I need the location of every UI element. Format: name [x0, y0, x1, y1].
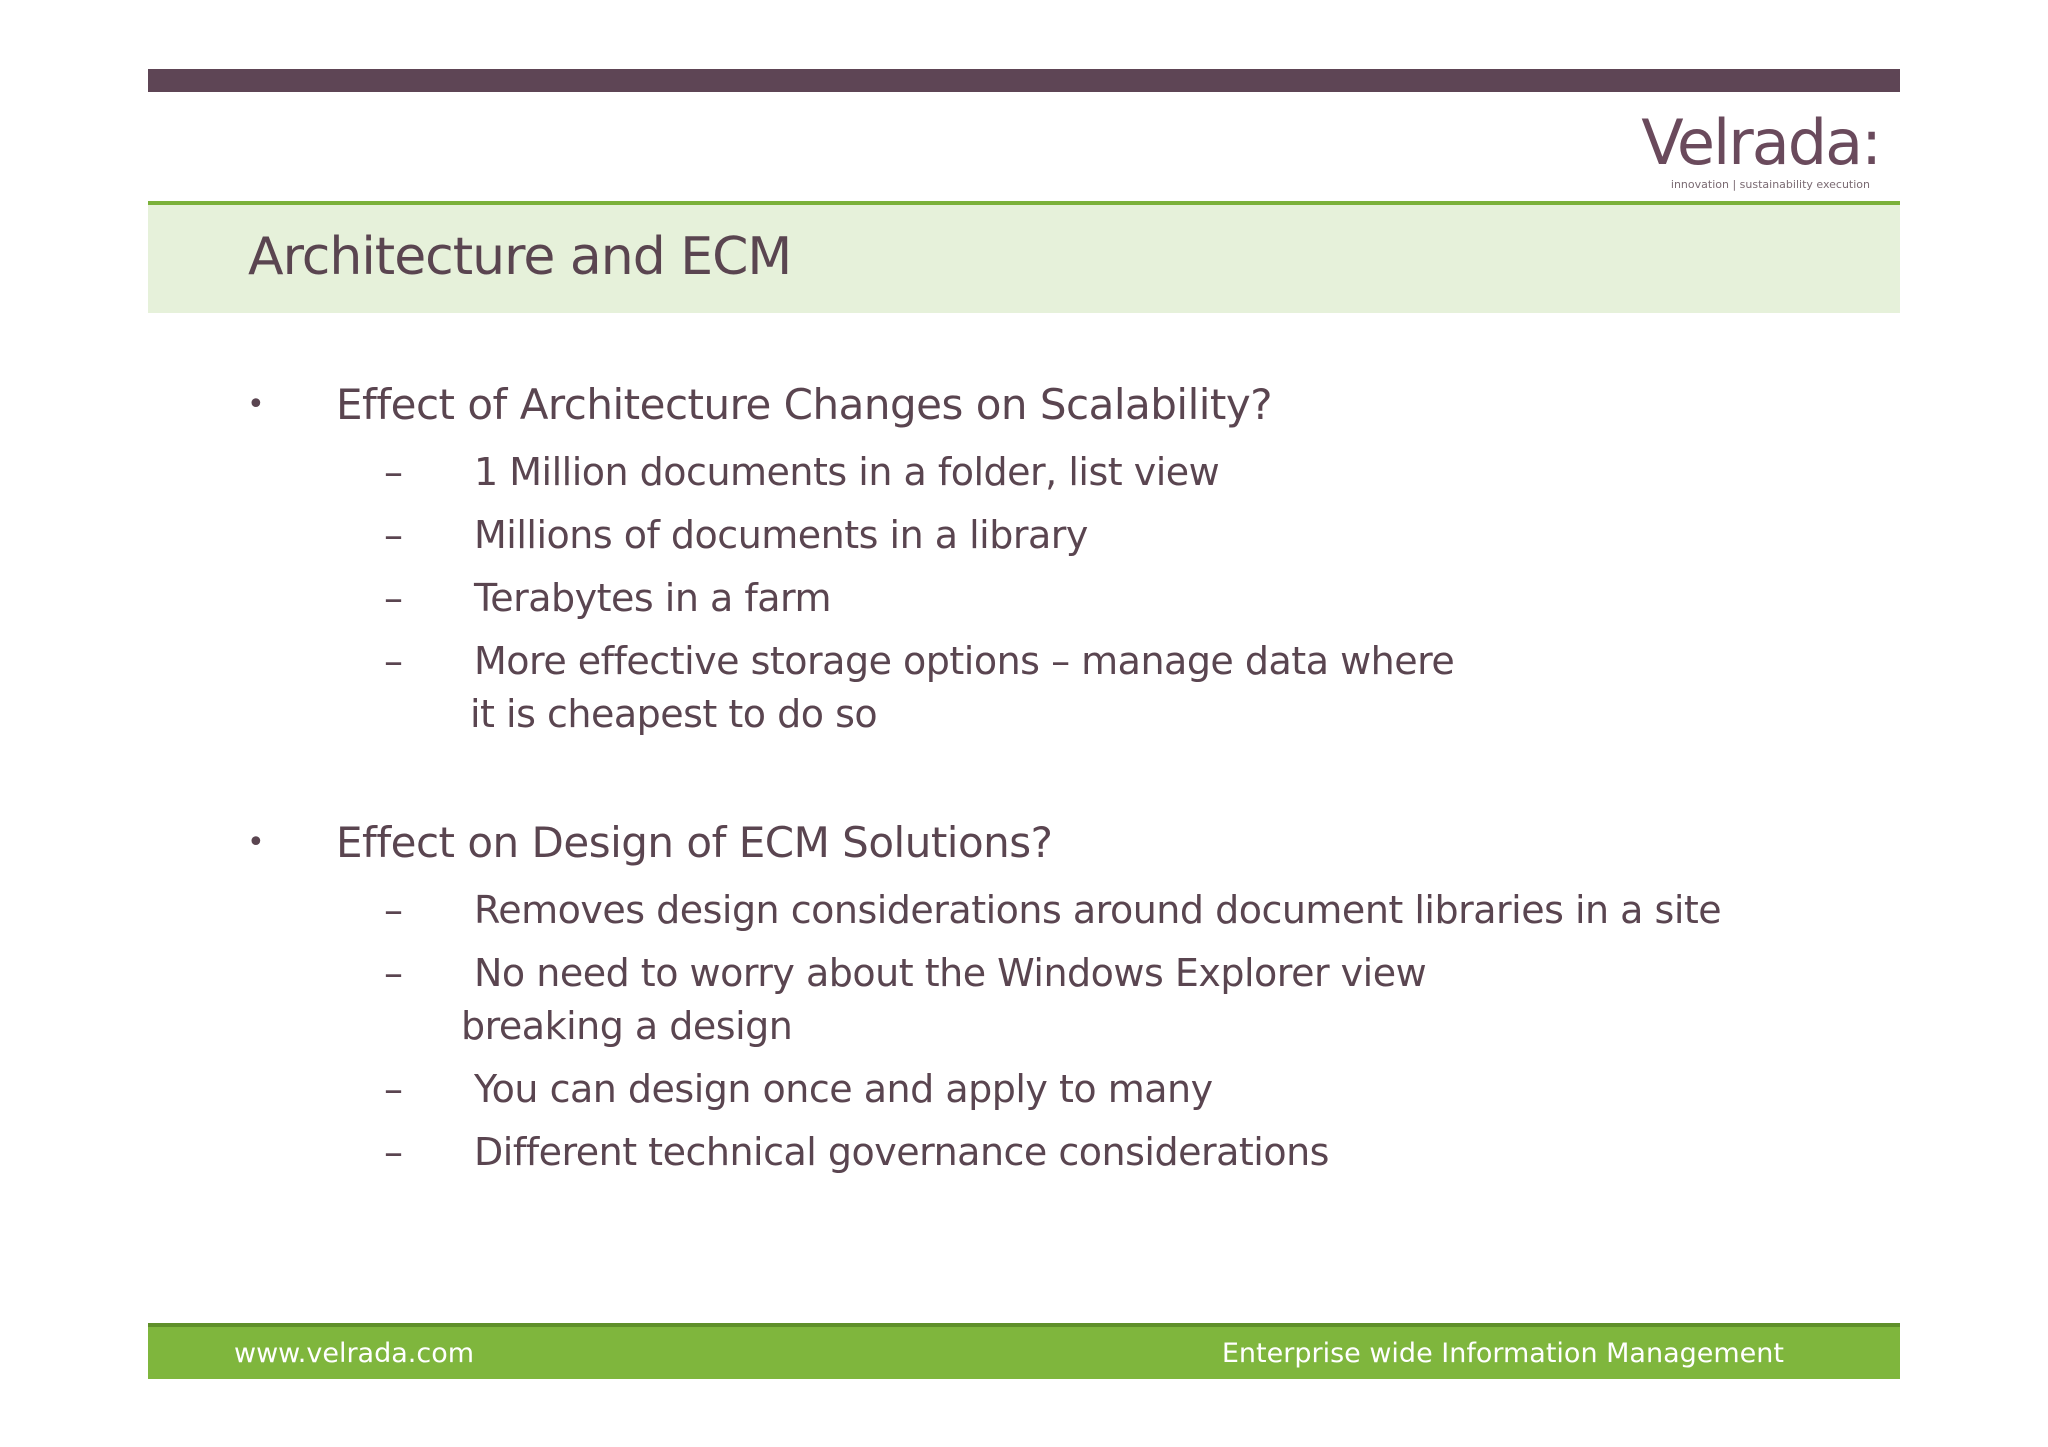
- sub-text: 1 Million documents in a folder, list view: [474, 450, 1220, 494]
- footer-tagline: Enterprise wide Information Management: [1221, 1338, 1784, 1369]
- bullet-text: Effect on Design of ECM Solutions?: [336, 818, 1053, 867]
- sub-text: No need to worry about the Windows Explorer view: [474, 951, 1427, 995]
- velrada-logo: [1640, 108, 1880, 198]
- sub-text: Different technical governance considerations: [474, 1130, 1329, 1174]
- title-band: [148, 201, 1900, 313]
- sub-text-continuation: breaking a design: [461, 1004, 793, 1048]
- bullet-marker: •: [247, 825, 265, 860]
- sub-marker: –: [384, 1067, 403, 1111]
- sub-text-continuation: it is cheapest to do so: [470, 692, 878, 736]
- sub-marker: –: [384, 639, 403, 683]
- sub-text: Removes design considerations around document libraries in a site: [474, 888, 1722, 932]
- sub-text: You can design once and apply to many: [474, 1067, 1213, 1111]
- sub-marker: –: [384, 1130, 403, 1174]
- sub-text: Terabytes in a farm: [474, 576, 832, 620]
- sub-marker: –: [384, 951, 403, 995]
- slide-title: Architecture and ECM: [248, 227, 792, 287]
- footer-bar: [148, 1323, 1900, 1379]
- logo-wordmark: Velrada:: [1641, 106, 1880, 179]
- bullet-text: Effect of Architecture Changes on Scalability?: [336, 380, 1273, 429]
- sub-marker: –: [384, 513, 403, 557]
- sub-marker: –: [384, 888, 403, 932]
- sub-text: More effective storage options – manage data where: [474, 639, 1455, 683]
- sub-marker: –: [384, 450, 403, 494]
- logo-tagline: innovation | sustainability execution: [1670, 178, 1870, 191]
- top-bar: [148, 69, 1900, 92]
- footer-url: www.velrada.com: [234, 1338, 475, 1369]
- bullet-marker: •: [247, 387, 265, 422]
- sub-text: Millions of documents in a library: [474, 513, 1088, 557]
- sub-marker: –: [384, 576, 403, 620]
